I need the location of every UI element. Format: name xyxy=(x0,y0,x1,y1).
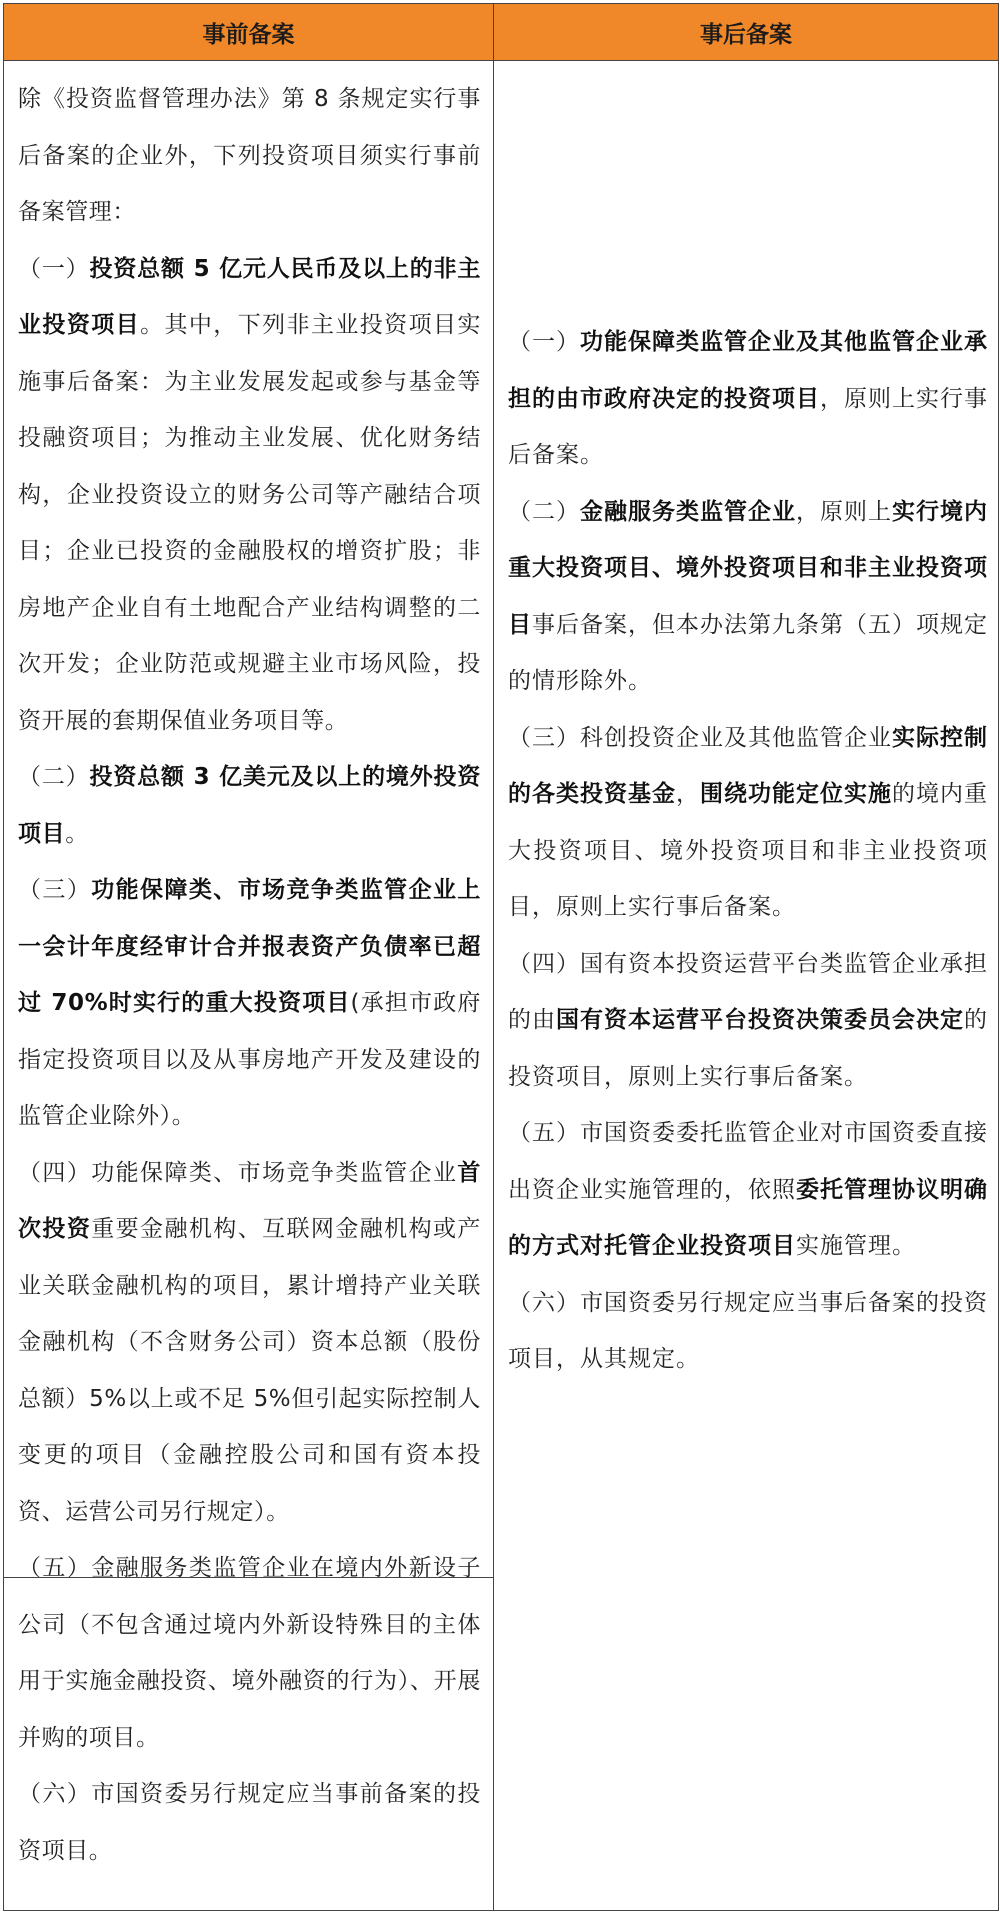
filing-comparison-table xyxy=(3,3,999,1911)
header-pre-filing: 事前备案 xyxy=(4,4,494,61)
pre-filing-column xyxy=(4,61,494,1910)
pre-filing-item-4: （四）功能保障类、市场竞争类监管企业首次投资重要金融机构、互联网金融机构或产业关联金融机构的项目，累计增持产业关联金融机构（不含财务公司）资本总额（股份总额）5%以上或不足 5%但引起实际控制人变更的项目（金融控股公司和国有资本投资、运营公司另行规定）。 xyxy=(18,1159,481,1525)
post-filing-item-2: （二）金融服务类监管企业，原则上实行境内重大投资项目、境外投资项目和非主业投资项目事后备案，但本办法第九条第（五）项规定的情形除外。 xyxy=(508,498,988,694)
post-filing-item-3: （三）科创投资企业及其他监管企业实际控制的各类投资基金，围绕功能定位实施的境内重大投资项目、境外投资项目和非主业投资项目，原则上实行事后备案。 xyxy=(508,724,988,920)
post-filing-item-4: （四）国有资本投资运营平台类监管企业承担的由国有资本运营平台投资决策委员会决定的投资项目，原则上实行事后备案。 xyxy=(508,950,988,1090)
pre-filing-item-5: （五）金融服务类监管企业在境内外新设子公司（不包含通过境内外新设特殊目的主体用于实施金融投资、境外融资的行为）、开展并购的项目。 xyxy=(18,1555,481,1751)
post-filing-item-1: （一）功能保障类监管企业及其他监管企业承担的由市政府决定的投资项目，原则上实行事后备案。 xyxy=(508,329,988,468)
header-post-filing: 事后备案 xyxy=(494,4,998,61)
pre-filing-item-3: （三）功能保障类、市场竞争类监管企业上一会计年度经审计合并报表资产负债率已超过 70%时实行的重大投资项目(承担市政府指定投资项目以及从事房地产开发及建设的监管企业除外）。 xyxy=(18,877,481,1129)
post-filing-column xyxy=(494,61,998,1910)
pre-filing-item-2: （二）投资总额 3 亿美元及以上的境外投资项目。 xyxy=(18,764,481,847)
left-row-divider xyxy=(4,1577,494,1578)
pre-filing-item-6: （六）市国资委另行规定应当事前备案的投资项目。 xyxy=(18,1781,481,1864)
pre-filing-item-1: （一）投资总额 5 亿元人民币及以上的非主业投资项目。其中，下列非主业投资项目实施事后备案：为主业发展发起或参与基金等投融资项目；为推动主业发展、优化财务结构，企业投资设立的财务公司等产融结合项目；企业已投资的金融股权的增资扩股；非房地产企业自有土地配合产业结构调整的二次开发；企业防范或规避主业市场风险，投资开展的套期保值业务项目等。 xyxy=(18,255,482,734)
pre-filing-intro: 除《投资监督管理办法》第 8 条规定实行事后备案的企业外，下列投资项目须实行事前备案管理： xyxy=(18,86,481,225)
post-filing-item-5: （五）市国资委委托监管企业对市国资委直接出资企业实施管理的，依照委托管理协议明确的方式对托管企业投资项目实施管理。 xyxy=(508,1120,988,1259)
post-filing-item-6: （六）市国资委另行规定应当事后备案的投资项目，从其规定。 xyxy=(508,1289,988,1372)
